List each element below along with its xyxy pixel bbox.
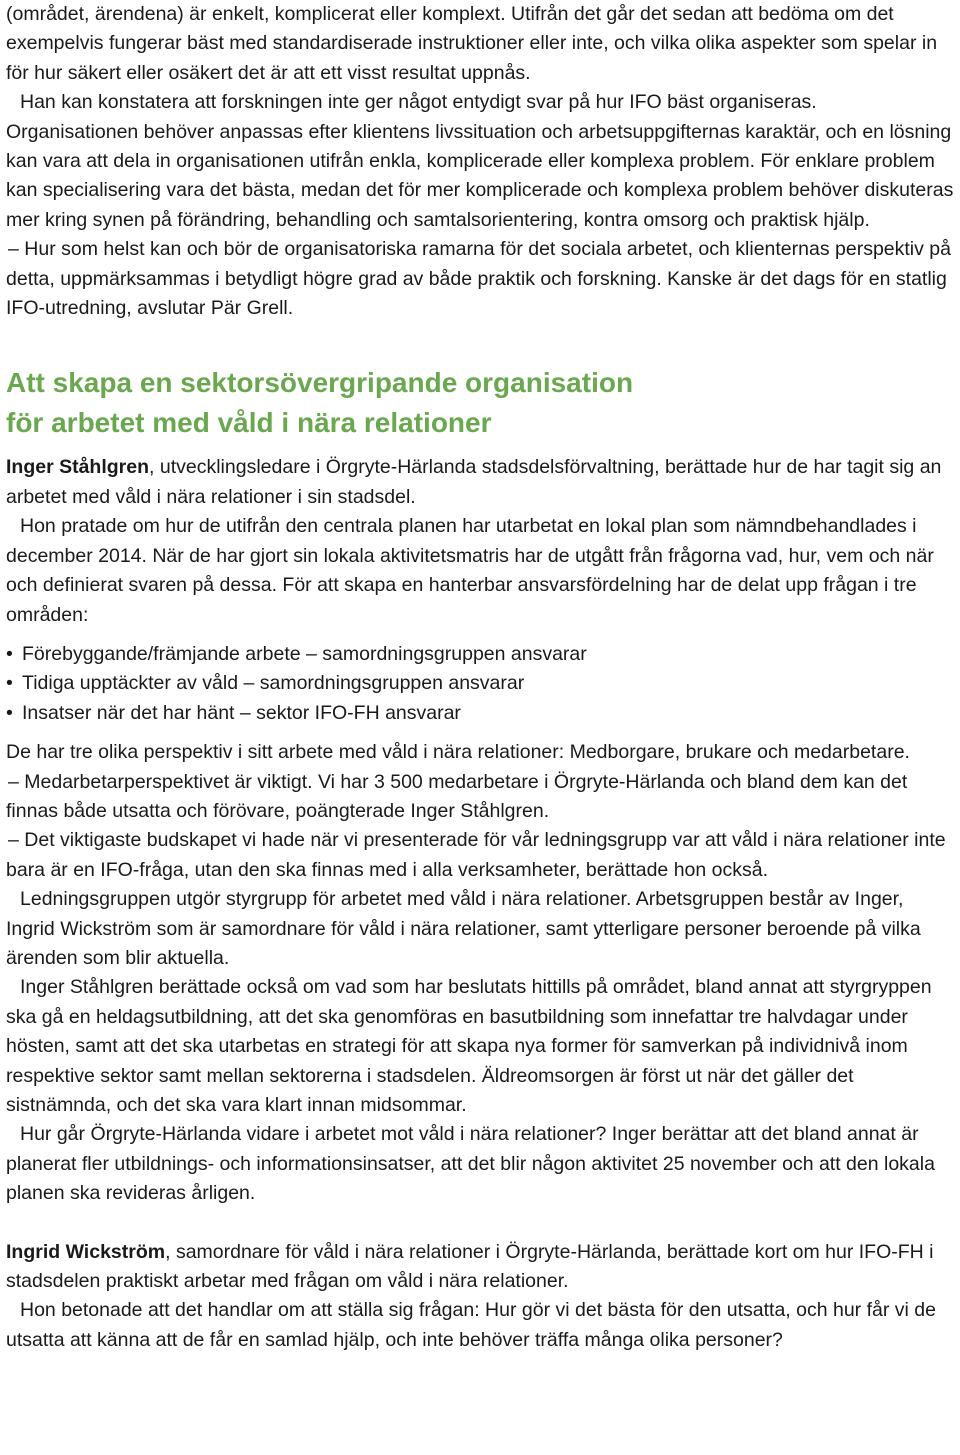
bullet-icon: •	[6, 672, 13, 695]
list-item: • Insatser när det har hänt – sektor IFO-FH ansvarar	[6, 699, 954, 728]
body-paragraph: Hon betonade att det handlar om att ställa sig frågan: Hur gör vi det bästa för den utsatta, och hur får vi de utsatta att känna att de får en samlad hjälp, och inte behöver träffa många olika personer?	[6, 1299, 936, 1351]
body-paragraph: De har tre olika perspektiv i sitt arbete med våld i nära relationer: Medborgare, brukare och medarbetare.	[6, 741, 910, 764]
section1-intro	[6, 453, 954, 512]
section-heading	[6, 363, 954, 443]
intro-text: , utvecklingsledare i Örgryte-Härlanda stadsdelsförvaltning, berättade hur de har tagit sig an arbetet med våld i nära relationer i sin stadsdel.	[6, 456, 942, 508]
list-item: • Förebyggande/främjande arbete – samordningsgruppen ansvarar	[6, 640, 954, 669]
body-paragraph: – Medarbetarperspektivet är viktigt. Vi har 3 500 medarbetare i Örgryte-Härlanda och bland dem kan det finnas både utsatta och förövare, poängterade Inger Ståhlgren.	[6, 770, 908, 822]
body-paragraph: Hur går Örgryte-Härlanda vidare i arbetet mot våld i nära relationer? Inger berättar att det bland annat är planerat fler utbildnings- och informationsinsatser, att det blir någon aktivitet 25 november och att den lokala planen ska revideras årligen.	[6, 1123, 935, 1205]
body-paragraph: Han kan konstatera att forskningen inte ger något entydigt svar på hur IFO bäst organiseras. Organisationen behöver anpassas efter klientens livssituation och arbetsuppgifternas karaktär, och en lösning kan vara att dela in organisationen utifrån enkla, komplicerade eller komplexa problem. För enklare problem kan specialisering vara det bästa, medan det för mer komplicerade och komplexa problem behöver diskuteras mer kring synen på förändring, behandling och samtalsorientering, kontra omsorg och praktisk hjälp.	[6, 91, 954, 231]
bullet-icon: •	[6, 701, 13, 724]
body-paragraph: – Hur som helst kan och bör de organisatoriska ramarna för det sociala arbetet, och klienternas perspektiv på detta, uppmärksammas i betydligt högre grad av både praktik och forskning. Kanske är det dags för en statlig IFO-utredning, avslutar Pär Grell.	[6, 238, 951, 320]
section2-intro	[6, 1238, 954, 1297]
body-paragraph: (området, ärendena) är enkelt, komplicerat eller komplext. Utifrån det går det sedan att bedöma om det exempelvis fungerar bäst med standardiserade instruktioner eller inte, och vilka olika aspekter som spelar in för hur säkert eller osäkert det är att ett visst resultat uppnås.	[6, 3, 938, 84]
speaker-name: Ingrid Wickström	[6, 1240, 166, 1263]
body-paragraph: Ledningsgruppen utgör styrgrupp för arbetet med våld i nära relationer. Arbetsgruppen består av Inger, Ingrid Wickström som är samordnare för våld i nära relationer, samt ytterligare personer beroende på vilka ärenden som blir aktuella.	[6, 888, 921, 969]
document-page	[6, 0, 954, 1355]
body-paragraph: – Det viktigaste budskapet vi hade när vi presenterade för vår ledningsgrupp var att våld i nära relationer inte bara är en IFO-fråga, utan den ska finnas med i alla verksamheter, berättade hon också.	[6, 829, 946, 881]
speaker-name: Inger Ståhlgren	[6, 456, 150, 479]
intro-text: , samordnare för våld i nära relationer i Örgryte-Härlanda, berättade kort om hur IFO-FH i stadsdelen praktiskt arbetar med frågan om våld i nära relationer.	[6, 1240, 934, 1293]
body-paragraph: Hon pratade om hur de utifrån den centrala planen har utarbetat en lokal plan som nämndbehandlades i december 2014. När de har gjort sin lokala aktivitetsmatris har de utgått från frågorna vad, hur, vem och när och definierat svaren på dessa. För att skapa en hanterbar ansvarsfördelning har de delat upp frågan i tre områden:	[6, 515, 934, 626]
responsibility-list	[6, 640, 954, 728]
bullet-icon: •	[6, 642, 13, 665]
body-paragraph: Inger Ståhlgren berättade också om vad som har beslutats hittills på området, bland annat att styrgryppen ska gå en heldagsutbildning, att det ska genomföras en basutbildning som innefattar tre halvdagar under hösten, samt att det ska utarbetas en strategi för att skapa nya former för samverkan på individnivå inom respektive sektor samt mellan sektorerna i stadsdelen. Äldreomsorgen är först ut när det gäller det sistnämnda, och det ska vara klart innan midsommar.	[6, 976, 932, 1116]
heading-line-1: Att skapa en sektorsövergripande organisation	[6, 367, 634, 399]
heading-line-2: för arbetet med våld i nära relationer	[6, 407, 492, 439]
list-item: • Tidiga upptäckter av våld – samordningsgruppen ansvarar	[6, 669, 954, 698]
